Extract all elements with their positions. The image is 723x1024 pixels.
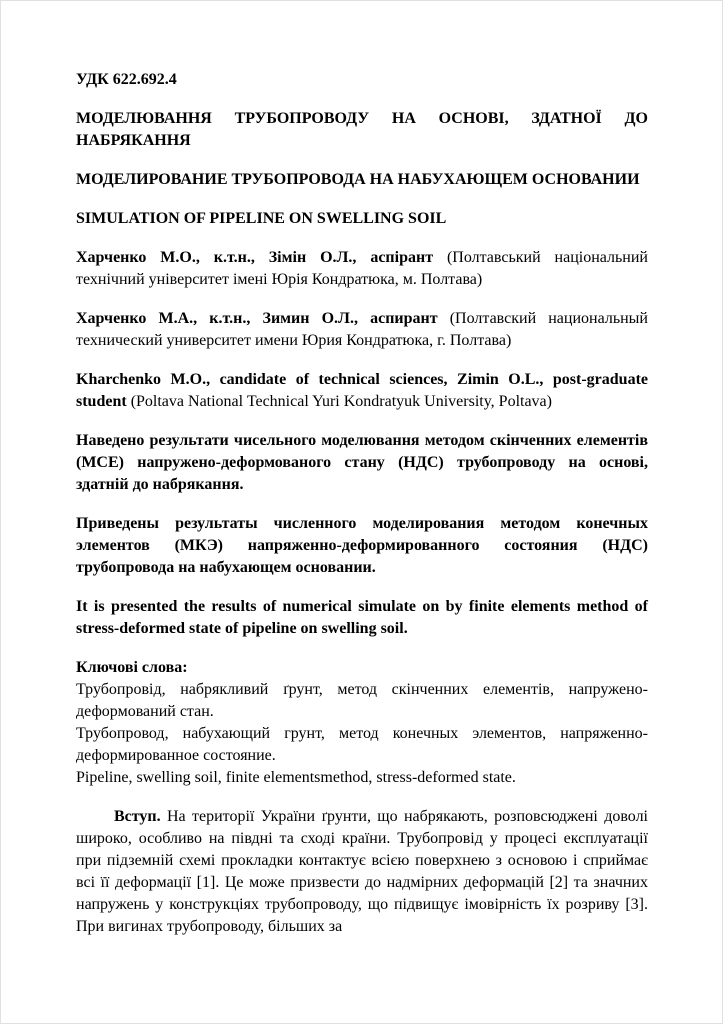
abstract-russian: Приведены результаты численного моделирования методом конечных элементов (МКЭ) напряженно-деформированного состояния (НДС) трубопровода на набухающем основании. — [76, 515, 648, 576]
authors-en-names: Kharchenko M.O., candidate of technical sciences, Zimin O.L., post-graduate student — [76, 371, 648, 410]
authors-uk-names: Харченко М.О., к.т.н., Зімін О.Л., аспірант — [76, 249, 434, 266]
authors-ru-affiliation: (Полтавский национальный технический университет имени Юрия Кондратюка, г. Полтава) — [76, 310, 648, 349]
abstract-english: It is presented the results of numerical simulate on by finite elements method of stress-deformed state of pipeline on swelling soil. — [76, 598, 648, 637]
title-ukrainian: МОДЕЛЮВАННЯ ТРУБОПРОВОДУ НА ОСНОВІ, ЗДАТНОЇ ДО НАБРЯКАННЯ — [76, 110, 648, 149]
authors-russian — [76, 308, 648, 352]
authors-ukrainian — [76, 247, 648, 291]
abstract-ukrainian: Наведено результати чисельного моделювання методом скінченних елементів (МСЕ) напружено-деформованого стану (НДС) трубопроводу на основі, здатній до набрякання. — [76, 432, 648, 493]
title-english: SIMULATION OF PIPELINE ON SWELLING SOIL — [76, 210, 447, 227]
title-russian: МОДЕЛИРОВАНИЕ ТРУБОПРОВОДА НА НАБУХАЮЩЕМ ОСНОВАНИИ — [76, 171, 640, 188]
keywords-heading: Ключові слова: — [76, 659, 188, 676]
authors-uk-affiliation: (Полтавський національний технічний університет імені Юрія Кондратюка, м. Полтава) — [76, 249, 648, 288]
keywords-ukrainian: Трубопровід, набрякливий ґрунт, метод скінченних елементів, напружено-деформований стан. — [76, 681, 648, 720]
authors-en-affiliation: (Poltava National Technical Yuri Kondratyuk University, Poltava) — [126, 393, 552, 410]
introduction-text: На території України ґрунти, що набрякають, розповсюджені доволі широко, особливо на півдні та сході країни. Трубопровід у процесі експлуатації при підземній схемі прокладки контактує всією поверхнею з основою і сприймає всі її деформації [1]. Це може призвести до надмірних деформацій [2] та значних напружень у конструкціях трубопроводу, що підвищує імовірність їх розриву [3]. При вигинах трубопроводу, більших за — [76, 808, 648, 935]
introduction-heading: Вступ. — [114, 808, 161, 825]
authors-ru-names: Харченко М.А., к.т.н., Зимин О.Л., аспирант — [76, 310, 438, 327]
keywords-english: Pipeline, swelling soil, finite elementsmethod, stress-deformed state. — [76, 769, 516, 786]
keywords-russian: Трубопровод, набухающий грунт, метод конечных элементов, напряженно-деформированное состояние. — [76, 725, 648, 764]
udc-number: УДК 622.692.4 — [76, 71, 177, 88]
authors-english — [76, 369, 648, 413]
introduction-paragraph — [76, 806, 648, 938]
keywords-section — [76, 657, 648, 789]
